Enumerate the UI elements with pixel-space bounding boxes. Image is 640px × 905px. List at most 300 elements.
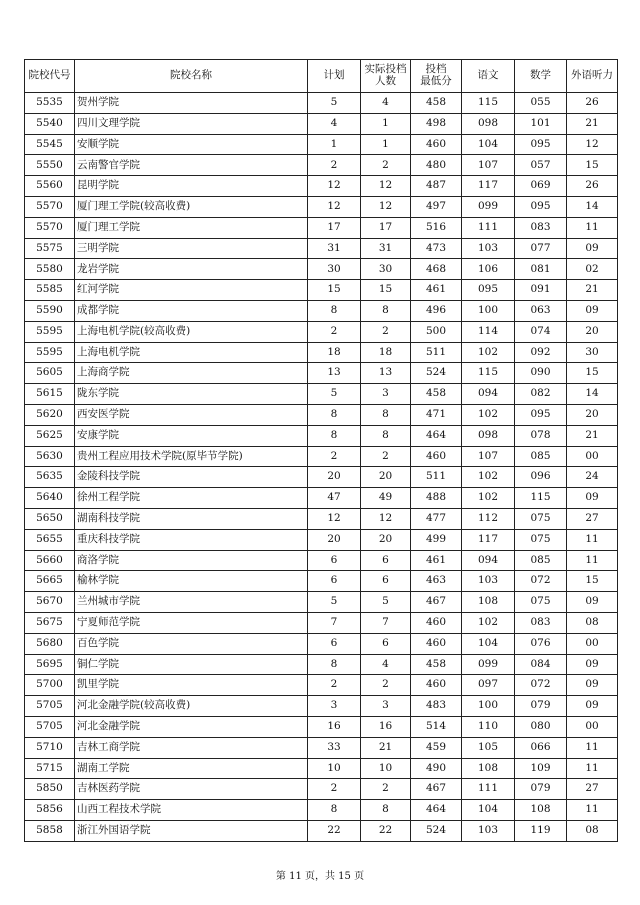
cell-school-code: 5570: [25, 217, 75, 238]
cell-school-name: 铜仁学院: [75, 654, 308, 675]
cell-foreign-listening: 21: [567, 280, 618, 301]
cell-school-name: 河北金融学院: [75, 716, 308, 737]
table-row: [25, 633, 618, 654]
cell-math: 066: [515, 737, 567, 758]
cell-school-name: 宁夏师范学院: [75, 612, 308, 633]
cell-min-score: 487: [411, 176, 462, 197]
cell-plan: 10: [308, 758, 361, 779]
cell-plan: 3: [308, 696, 361, 717]
table-row: [25, 259, 618, 280]
cell-min-score: 467: [411, 592, 462, 613]
cell-plan: 6: [308, 633, 361, 654]
table-row: [25, 196, 618, 217]
cell-school-code: 5650: [25, 508, 75, 529]
cell-math: 101: [515, 113, 567, 134]
cell-school-code: 5850: [25, 779, 75, 800]
cell-math: 057: [515, 155, 567, 176]
cell-math: 095: [515, 196, 567, 217]
cell-school-name: 吉林医药学院: [75, 779, 308, 800]
cell-chinese: 097: [462, 675, 515, 696]
cell-actual-count: 13: [361, 363, 411, 384]
cell-plan: 5: [308, 93, 361, 114]
table-row: [25, 176, 618, 197]
cell-plan: 7: [308, 612, 361, 633]
cell-chinese: 094: [462, 550, 515, 571]
table-row: [25, 529, 618, 550]
cell-school-code: 5670: [25, 592, 75, 613]
cell-math: 119: [515, 820, 567, 841]
cell-math: 072: [515, 571, 567, 592]
table-row: [25, 113, 618, 134]
cell-foreign-listening: 00: [567, 633, 618, 654]
cell-school-name: 安顺学院: [75, 134, 308, 155]
cell-chinese: 110: [462, 716, 515, 737]
cell-min-score: 461: [411, 550, 462, 571]
cell-chinese: 103: [462, 571, 515, 592]
cell-min-score: 473: [411, 238, 462, 259]
header-school-code: 院校代号: [25, 60, 75, 93]
cell-school-code: 5640: [25, 488, 75, 509]
cell-actual-count: 3: [361, 696, 411, 717]
cell-foreign-listening: 08: [567, 612, 618, 633]
cell-min-score: 460: [411, 675, 462, 696]
cell-school-code: 5570: [25, 196, 75, 217]
cell-math: 095: [515, 134, 567, 155]
cell-math: 075: [515, 508, 567, 529]
cell-school-name: 上海电机学院(较高收费): [75, 321, 308, 342]
cell-school-code: 5660: [25, 550, 75, 571]
cell-school-name: 成都学院: [75, 300, 308, 321]
cell-chinese: 108: [462, 592, 515, 613]
cell-foreign-listening: 24: [567, 467, 618, 488]
cell-school-code: 5575: [25, 238, 75, 259]
cell-plan: 8: [308, 800, 361, 821]
table-row: [25, 550, 618, 571]
cell-school-code: 5540: [25, 113, 75, 134]
cell-foreign-listening: 08: [567, 820, 618, 841]
cell-math: 079: [515, 696, 567, 717]
cell-min-score: 458: [411, 93, 462, 114]
cell-school-name: 金陵科技学院: [75, 467, 308, 488]
cell-foreign-listening: 26: [567, 93, 618, 114]
table-row: [25, 134, 618, 155]
cell-math: 076: [515, 633, 567, 654]
cell-math: 085: [515, 446, 567, 467]
cell-foreign-listening: 09: [567, 300, 618, 321]
cell-school-code: 5665: [25, 571, 75, 592]
cell-school-code: 5605: [25, 363, 75, 384]
cell-plan: 33: [308, 737, 361, 758]
cell-min-score: 463: [411, 571, 462, 592]
header-chinese: 语文: [462, 60, 515, 93]
cell-foreign-listening: 11: [567, 529, 618, 550]
cell-school-name: 贵州工程应用技术学院(原毕节学院): [75, 446, 308, 467]
cell-chinese: 117: [462, 529, 515, 550]
cell-school-code: 5595: [25, 342, 75, 363]
cell-foreign-listening: 09: [567, 654, 618, 675]
cell-math: 092: [515, 342, 567, 363]
cell-actual-count: 2: [361, 321, 411, 342]
cell-plan: 17: [308, 217, 361, 238]
table-row: [25, 675, 618, 696]
cell-actual-count: 20: [361, 467, 411, 488]
cell-chinese: 102: [462, 488, 515, 509]
cell-school-name: 徐州工程学院: [75, 488, 308, 509]
cell-school-code: 5680: [25, 633, 75, 654]
cell-school-name: 百色学院: [75, 633, 308, 654]
cell-foreign-listening: 21: [567, 113, 618, 134]
cell-plan: 12: [308, 196, 361, 217]
cell-school-name: 重庆科技学院: [75, 529, 308, 550]
cell-school-name: 昆明学院: [75, 176, 308, 197]
cell-actual-count: 2: [361, 155, 411, 176]
cell-foreign-listening: 11: [567, 217, 618, 238]
cell-school-name: 兰州城市学院: [75, 592, 308, 613]
cell-chinese: 104: [462, 800, 515, 821]
cell-plan: 5: [308, 384, 361, 405]
cell-plan: 12: [308, 508, 361, 529]
cell-math: 079: [515, 779, 567, 800]
cell-actual-count: 15: [361, 280, 411, 301]
cell-school-name: 湖南工学院: [75, 758, 308, 779]
cell-school-name: 三明学院: [75, 238, 308, 259]
cell-plan: 12: [308, 176, 361, 197]
cell-school-code: 5675: [25, 612, 75, 633]
cell-min-score: 468: [411, 259, 462, 280]
cell-chinese: 115: [462, 363, 515, 384]
cell-min-score: 464: [411, 425, 462, 446]
cell-actual-count: 17: [361, 217, 411, 238]
cell-min-score: 496: [411, 300, 462, 321]
cell-min-score: 460: [411, 633, 462, 654]
cell-math: 075: [515, 592, 567, 613]
cell-actual-count: 12: [361, 176, 411, 197]
cell-plan: 31: [308, 238, 361, 259]
cell-actual-count: 1: [361, 113, 411, 134]
cell-math: 091: [515, 280, 567, 301]
cell-min-score: 488: [411, 488, 462, 509]
cell-math: 074: [515, 321, 567, 342]
cell-math: 080: [515, 716, 567, 737]
cell-chinese: 100: [462, 300, 515, 321]
cell-min-score: 471: [411, 404, 462, 425]
cell-min-score: 514: [411, 716, 462, 737]
table-row: [25, 155, 618, 176]
cell-chinese: 099: [462, 654, 515, 675]
cell-min-score: 458: [411, 384, 462, 405]
cell-plan: 22: [308, 820, 361, 841]
cell-actual-count: 22: [361, 820, 411, 841]
cell-foreign-listening: 26: [567, 176, 618, 197]
table-row: [25, 280, 618, 301]
cell-chinese: 112: [462, 508, 515, 529]
cell-math: 063: [515, 300, 567, 321]
table-row: [25, 654, 618, 675]
cell-plan: 4: [308, 113, 361, 134]
cell-school-code: 5560: [25, 176, 75, 197]
cell-min-score: 459: [411, 737, 462, 758]
cell-school-name: 上海商学院: [75, 363, 308, 384]
cell-plan: 2: [308, 321, 361, 342]
cell-foreign-listening: 12: [567, 134, 618, 155]
cell-actual-count: 5: [361, 592, 411, 613]
table-row: [25, 363, 618, 384]
table-row: [25, 384, 618, 405]
cell-school-name: 贺州学院: [75, 93, 308, 114]
header-min-score: 投档 最低分: [411, 60, 462, 93]
cell-chinese: 099: [462, 196, 515, 217]
cell-chinese: 104: [462, 134, 515, 155]
table-row: [25, 300, 618, 321]
cell-actual-count: 10: [361, 758, 411, 779]
cell-foreign-listening: 21: [567, 425, 618, 446]
cell-school-code: 5550: [25, 155, 75, 176]
cell-foreign-listening: 00: [567, 446, 618, 467]
cell-chinese: 103: [462, 238, 515, 259]
table-row: [25, 404, 618, 425]
table-row: [25, 779, 618, 800]
admission-table-container: [24, 59, 617, 842]
cell-actual-count: 6: [361, 633, 411, 654]
cell-foreign-listening: 15: [567, 571, 618, 592]
cell-school-name: 榆林学院: [75, 571, 308, 592]
cell-chinese: 114: [462, 321, 515, 342]
cell-actual-count: 16: [361, 716, 411, 737]
cell-foreign-listening: 27: [567, 508, 618, 529]
cell-plan: 15: [308, 280, 361, 301]
cell-plan: 6: [308, 550, 361, 571]
cell-foreign-listening: 09: [567, 488, 618, 509]
cell-math: 095: [515, 404, 567, 425]
cell-actual-count: 12: [361, 196, 411, 217]
cell-chinese: 107: [462, 155, 515, 176]
cell-plan: 30: [308, 259, 361, 280]
cell-min-score: 490: [411, 758, 462, 779]
cell-plan: 20: [308, 467, 361, 488]
table-row: [25, 446, 618, 467]
cell-plan: 8: [308, 300, 361, 321]
cell-school-code: 5585: [25, 280, 75, 301]
cell-math: 084: [515, 654, 567, 675]
cell-chinese: 107: [462, 446, 515, 467]
cell-actual-count: 2: [361, 779, 411, 800]
cell-chinese: 102: [462, 612, 515, 633]
cell-school-code: 5655: [25, 529, 75, 550]
cell-foreign-listening: 14: [567, 384, 618, 405]
cell-min-score: 498: [411, 113, 462, 134]
cell-school-name: 陇东学院: [75, 384, 308, 405]
cell-plan: 2: [308, 675, 361, 696]
cell-plan: 20: [308, 529, 361, 550]
table-row: [25, 592, 618, 613]
cell-school-code: 5595: [25, 321, 75, 342]
cell-chinese: 100: [462, 696, 515, 717]
cell-foreign-listening: 11: [567, 550, 618, 571]
cell-school-code: 5580: [25, 259, 75, 280]
cell-foreign-listening: 00: [567, 716, 618, 737]
table-row: [25, 571, 618, 592]
table-row: [25, 425, 618, 446]
cell-actual-count: 2: [361, 446, 411, 467]
cell-school-name: 龙岩学院: [75, 259, 308, 280]
table-row: [25, 612, 618, 633]
cell-chinese: 105: [462, 737, 515, 758]
table-row: [25, 737, 618, 758]
cell-plan: 1: [308, 134, 361, 155]
cell-math: 083: [515, 217, 567, 238]
cell-math: 077: [515, 238, 567, 259]
table-row: [25, 93, 618, 114]
cell-actual-count: 12: [361, 508, 411, 529]
header-math: 数学: [515, 60, 567, 93]
cell-plan: 8: [308, 425, 361, 446]
cell-school-code: 5615: [25, 384, 75, 405]
table-row: [25, 800, 618, 821]
cell-actual-count: 8: [361, 404, 411, 425]
cell-foreign-listening: 09: [567, 696, 618, 717]
cell-school-name: 安康学院: [75, 425, 308, 446]
cell-foreign-listening: 02: [567, 259, 618, 280]
cell-actual-count: 2: [361, 675, 411, 696]
header-foreign-listening: 外语听力: [567, 60, 618, 93]
cell-chinese: 115: [462, 93, 515, 114]
cell-min-score: 516: [411, 217, 462, 238]
admission-score-table: [24, 59, 618, 842]
cell-foreign-listening: 09: [567, 592, 618, 613]
cell-school-name: 厦门理工学院: [75, 217, 308, 238]
table-row: [25, 716, 618, 737]
cell-school-name: 商洛学院: [75, 550, 308, 571]
cell-plan: 8: [308, 404, 361, 425]
cell-min-score: 483: [411, 696, 462, 717]
cell-plan: 2: [308, 155, 361, 176]
cell-actual-count: 30: [361, 259, 411, 280]
cell-foreign-listening: 20: [567, 404, 618, 425]
cell-school-code: 5545: [25, 134, 75, 155]
cell-chinese: 098: [462, 113, 515, 134]
table-body: [25, 93, 618, 842]
cell-min-score: 497: [411, 196, 462, 217]
cell-plan: 16: [308, 716, 361, 737]
cell-school-name: 吉林工商学院: [75, 737, 308, 758]
cell-actual-count: 6: [361, 571, 411, 592]
cell-school-code: 5625: [25, 425, 75, 446]
cell-school-code: 5630: [25, 446, 75, 467]
cell-school-code: 5695: [25, 654, 75, 675]
cell-math: 108: [515, 800, 567, 821]
cell-chinese: 102: [462, 404, 515, 425]
cell-math: 085: [515, 550, 567, 571]
cell-school-name: 四川文理学院: [75, 113, 308, 134]
cell-plan: 8: [308, 654, 361, 675]
cell-school-code: 5620: [25, 404, 75, 425]
cell-math: 083: [515, 612, 567, 633]
cell-min-score: 460: [411, 612, 462, 633]
cell-chinese: 108: [462, 758, 515, 779]
cell-plan: 5: [308, 592, 361, 613]
cell-chinese: 103: [462, 820, 515, 841]
cell-math: 082: [515, 384, 567, 405]
cell-actual-count: 21: [361, 737, 411, 758]
cell-actual-count: 8: [361, 300, 411, 321]
cell-school-name: 上海电机学院: [75, 342, 308, 363]
cell-actual-count: 3: [361, 384, 411, 405]
cell-school-code: 5635: [25, 467, 75, 488]
cell-actual-count: 49: [361, 488, 411, 509]
cell-math: 081: [515, 259, 567, 280]
cell-foreign-listening: 14: [567, 196, 618, 217]
cell-plan: 6: [308, 571, 361, 592]
cell-chinese: 102: [462, 342, 515, 363]
cell-math: 069: [515, 176, 567, 197]
table-row: [25, 820, 618, 841]
cell-min-score: 499: [411, 529, 462, 550]
cell-min-score: 477: [411, 508, 462, 529]
cell-chinese: 117: [462, 176, 515, 197]
cell-school-code: 5700: [25, 675, 75, 696]
cell-school-code: 5715: [25, 758, 75, 779]
table-row: [25, 488, 618, 509]
cell-chinese: 098: [462, 425, 515, 446]
cell-plan: 47: [308, 488, 361, 509]
cell-actual-count: 8: [361, 425, 411, 446]
cell-actual-count: 1: [361, 134, 411, 155]
cell-foreign-listening: 15: [567, 155, 618, 176]
cell-min-score: 461: [411, 280, 462, 301]
cell-school-name: 厦门理工学院(较高收费): [75, 196, 308, 217]
cell-foreign-listening: 09: [567, 238, 618, 259]
cell-actual-count: 4: [361, 654, 411, 675]
cell-min-score: 524: [411, 363, 462, 384]
table-row: [25, 696, 618, 717]
table-row: [25, 508, 618, 529]
cell-math: 075: [515, 529, 567, 550]
cell-math: 115: [515, 488, 567, 509]
cell-school-name: 河北金融学院(较高收费): [75, 696, 308, 717]
cell-actual-count: 8: [361, 800, 411, 821]
cell-chinese: 111: [462, 779, 515, 800]
header-school-name: 院校名称: [75, 60, 308, 93]
cell-foreign-listening: 11: [567, 758, 618, 779]
header-actual-count: 实际投档 人数: [361, 60, 411, 93]
cell-actual-count: 7: [361, 612, 411, 633]
cell-actual-count: 4: [361, 93, 411, 114]
cell-foreign-listening: 15: [567, 363, 618, 384]
cell-school-name: 凯里学院: [75, 675, 308, 696]
cell-actual-count: 20: [361, 529, 411, 550]
cell-min-score: 524: [411, 820, 462, 841]
cell-min-score: 500: [411, 321, 462, 342]
table-row: [25, 467, 618, 488]
cell-chinese: 106: [462, 259, 515, 280]
table-row: [25, 758, 618, 779]
cell-plan: 18: [308, 342, 361, 363]
table-row: [25, 238, 618, 259]
table-row: [25, 321, 618, 342]
cell-school-code: 5705: [25, 716, 75, 737]
cell-school-name: 西安医学院: [75, 404, 308, 425]
cell-foreign-listening: 20: [567, 321, 618, 342]
cell-school-code: 5535: [25, 93, 75, 114]
cell-plan: 2: [308, 446, 361, 467]
cell-math: 072: [515, 675, 567, 696]
cell-chinese: 111: [462, 217, 515, 238]
cell-school-code: 5590: [25, 300, 75, 321]
cell-school-name: 浙江外国语学院: [75, 820, 308, 841]
cell-min-score: 467: [411, 779, 462, 800]
cell-math: 055: [515, 93, 567, 114]
cell-math: 078: [515, 425, 567, 446]
